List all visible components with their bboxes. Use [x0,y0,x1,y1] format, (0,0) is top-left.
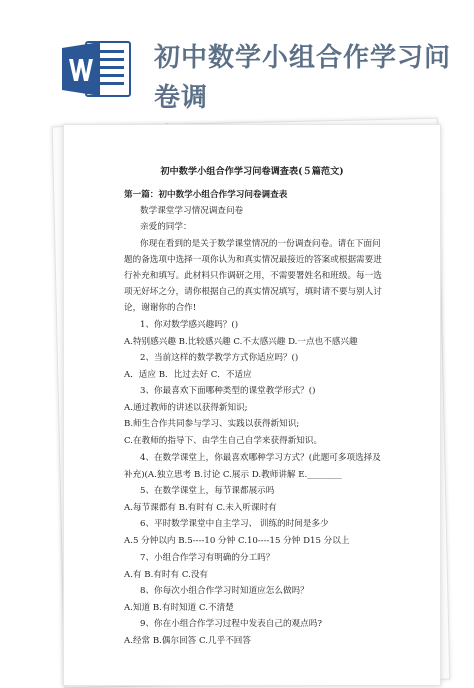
question-5: 5、在数学课堂上，每节课都展示吗 [140,486,275,496]
section-heading: 第一篇：初中数学小组合作学习问卷调查表 [124,190,288,200]
intro-line: 论，谢谢你的合作! [124,303,197,313]
question-8-options: A.知道 B.有时知道 C.不清楚 [124,603,234,613]
question-3-option-a: A.通过教师的讲述以获得新知识; [124,403,248,413]
page-heading: 初中数学小组合作学习问卷调查表(５篇范文) [160,166,344,177]
question-3: 3、你最喜欢下面哪种类型的课堂教学形式？() [140,386,316,396]
question-3-option-c: C.在教师的指导下、由学生自己自学来获得新知识。 [124,436,323,446]
question-1-options: A.特别感兴趣 B.比较感兴趣 C.不太感兴趣 D.一点也不感兴趣 [124,337,358,347]
question-7-options: A.有 B.有时有 C.没有 [124,570,209,580]
greeting: 亲爱的同学： [140,222,192,232]
header [0,0,474,118]
question-2: 2、当前这样的数学教学方式你适应吗？() [140,353,299,363]
document-title-line-1: 初中数学小组合作学习问卷调 [154,43,452,113]
question-5-options: A.每节课都有 B.有时有 C.未入听课时有 [124,503,277,513]
question-6-options: A.5 分钟以内 B.5----10 分钟 C.10----15 分钟 D15 分以上 [124,536,350,546]
intro-line: 题的备选项中选择一项你认为和真实情况最接近的答案或根据需要进 [124,255,382,265]
question-4: 4、在数学课堂上，你最喜欢哪种学习方式？(此题可多项选择及 [140,453,381,463]
document-page [63,124,441,686]
question-2-options: A．适应 B．比过去好 C．不适应 [124,370,252,380]
intro-line: 你现在看到的是关于数学课堂情况的一份调查问卷。请在下面问 [140,239,381,249]
intro-line: 项无好坏之分，请你根据自己的真实情况填写，填时请不要与别人讨 [124,287,382,297]
question-3-option-b: B.师生合作共同参与学习、实践以获得新知识; [124,419,300,429]
question-9: 9、你在小组合作学习过程中发表自己的观点吗? [140,619,322,629]
word-document-icon [60,40,132,98]
question-4-options: 补充)(A.独立思考 B.讨论 C.展示 D.教师讲解 E.________ [124,470,342,480]
intro-line: 行补充和填写。此材料只作调研之用，不需要署姓名和班级。每一选 [124,271,382,281]
question-9-options: A.经常 B.偶尔回答 C.几乎不回答 [124,636,251,646]
question-8: 8、你每次小组合作学习时知道应怎么做吗？ [140,586,309,596]
question-6: 6、平时数学课堂中自主学习、 训练的时间是多少 [140,519,329,529]
survey-title: 数学课堂学习情况调查问卷 [140,206,244,216]
question-1: 1、你对数学感兴趣吗？() [140,320,239,330]
question-7: 7、小组合作学习有明确的分工吗？ [140,553,275,563]
